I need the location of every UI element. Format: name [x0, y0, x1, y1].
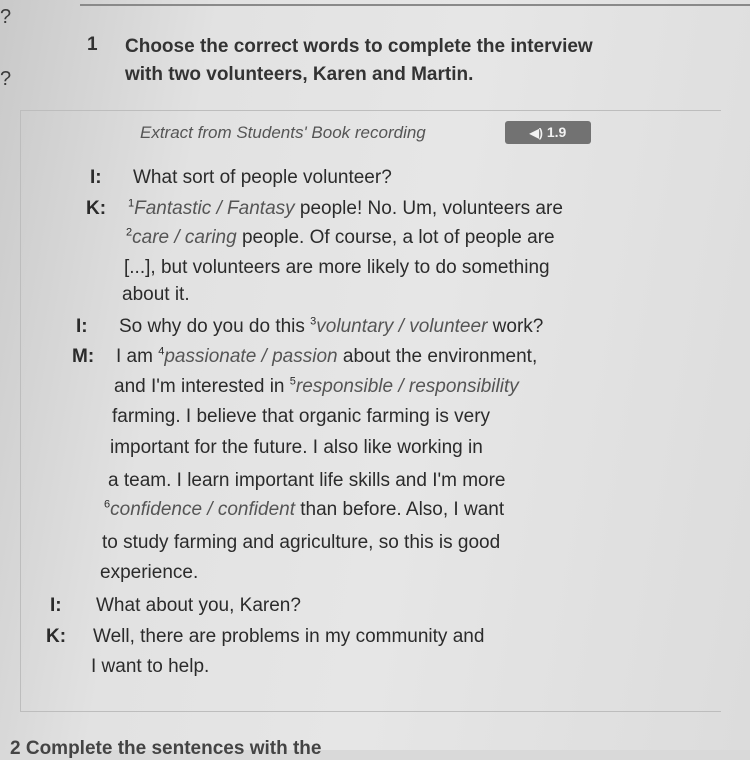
- line-text: people. Of course, a lot of people are: [236, 227, 555, 248]
- dialogue-line: to study farming and agriculture, so this is good: [102, 532, 501, 553]
- word-choice: passionate / passion: [164, 346, 338, 367]
- line-text: about the environment,: [337, 346, 538, 367]
- dialogue-line: [119, 316, 543, 338]
- margin-question-mark: ?: [0, 6, 12, 28]
- exercise-number: 1: [87, 34, 98, 55]
- word-choice: responsible / responsibility: [295, 376, 519, 397]
- speaker-label: I:: [50, 595, 62, 616]
- line-text: work?: [487, 316, 544, 337]
- gap-number: 5: [289, 375, 296, 388]
- word-choice: care / caring: [132, 227, 237, 248]
- margin-question-mark: ?: [0, 68, 12, 90]
- dialogue-line: a team. I learn important life skills and I'm more: [108, 470, 506, 491]
- speaker-label: I:: [76, 316, 88, 337]
- word-choice: Fantastic / Fantasy: [134, 198, 295, 219]
- line-text: people! No. Um, volunteers are: [294, 198, 563, 219]
- word-choice: voluntary / volunteer: [316, 316, 488, 337]
- line-text: than before. Also, I want: [294, 499, 505, 520]
- gap-number: 1: [128, 197, 135, 210]
- speaker-label: K:: [86, 198, 107, 219]
- top-divider: [80, 4, 750, 6]
- instruction-line: with two volunteers, Karen and Martin.: [125, 64, 474, 85]
- track-number: 1.9: [546, 124, 567, 140]
- instruction-line: Choose the correct words to complete the interview: [125, 36, 593, 57]
- dialogue-line: What sort of people volunteer?: [133, 167, 392, 188]
- dialogue-line: important for the future. I also like working in: [110, 437, 483, 458]
- dialogue-line: [...], but volunteers are more likely to do something: [124, 257, 550, 278]
- dialogue-line: [114, 376, 519, 398]
- next-exercise-heading: 2 Complete the sentences with the: [10, 738, 322, 759]
- dialogue-line: [128, 198, 563, 220]
- extract-label: Extract from Students' Book recording: [140, 123, 426, 142]
- dialogue-line: [126, 227, 555, 249]
- dialogue-line: farming. I believe that organic farming is very: [112, 406, 491, 427]
- gap-number: 2: [126, 226, 133, 239]
- gap-number: 4: [158, 345, 165, 358]
- dialogue-line: experience.: [100, 562, 199, 583]
- word-choice: confidence / confident: [110, 499, 295, 520]
- speaker-label: I:: [90, 167, 102, 188]
- dialogue-line: I want to help.: [91, 656, 210, 677]
- audio-track-badge[interactable]: [505, 121, 591, 144]
- line-text: I am: [116, 346, 159, 367]
- line-text: So why do you do this: [119, 316, 311, 337]
- dialogue-line: What about you, Karen?: [96, 595, 301, 616]
- speaker-icon: ◀): [529, 126, 543, 140]
- line-text: and I'm interested in: [114, 376, 290, 397]
- dialogue-line: Well, there are problems in my community and: [93, 626, 485, 647]
- gap-number: 3: [310, 315, 317, 328]
- dialogue-line: about it.: [122, 284, 190, 305]
- dialogue-line: [104, 499, 504, 521]
- speaker-label: K:: [46, 626, 67, 647]
- dialogue-line: [116, 346, 537, 368]
- exercise-instruction: [125, 33, 735, 89]
- speaker-label: M:: [72, 346, 95, 367]
- gap-number: 6: [104, 498, 111, 511]
